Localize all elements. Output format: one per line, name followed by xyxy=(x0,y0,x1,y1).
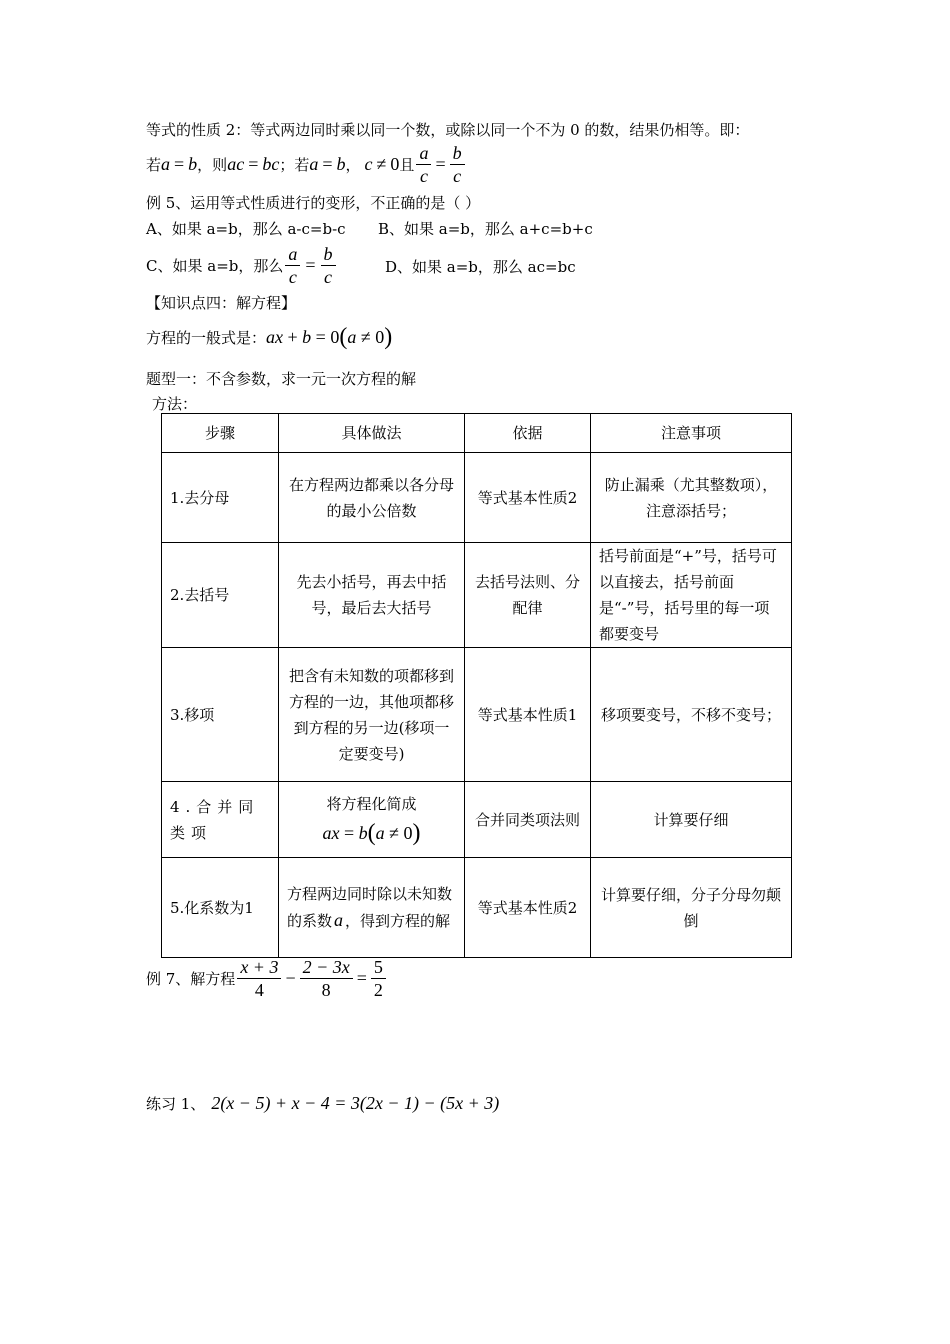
var-b: b xyxy=(358,822,368,843)
practice1 xyxy=(146,1088,499,1118)
table-row xyxy=(162,453,792,543)
fraction-a-over-c: $\frac{a}{c}$ xyxy=(285,245,300,286)
option-c-label: C、如果 a=b，那么 xyxy=(146,256,284,275)
row4-formula xyxy=(287,817,456,849)
var-b: b xyxy=(302,326,312,347)
row5-text: 方程两边同时除以未知数的系数 xyxy=(287,885,453,930)
table-row xyxy=(162,648,792,782)
var-a: a xyxy=(161,153,171,174)
header-step: 步骤 xyxy=(162,414,279,453)
table-header-row xyxy=(162,414,792,453)
var-a: a xyxy=(334,910,344,930)
cell-notes: 计算要仔细，分子分母勿颠倒 xyxy=(591,858,792,958)
practice1-equation: 2(x − 5) + x − 4 = 3(2x − 1) − (5x + 3) xyxy=(211,1092,500,1113)
cell-step: 2.去括号 xyxy=(162,543,279,648)
example5-option-a: A、如果 a=b，那么 a-c=b-c xyxy=(146,220,346,238)
fraction-b-over-c: $\frac{b}{c}$ xyxy=(450,144,465,185)
fraction-b-over-c: $\frac{b}{c}$ xyxy=(321,245,336,286)
var-ax: ax xyxy=(322,822,340,843)
cell-method: 把含有未知数的项都移到方程的一边，其他项都移到方程的另一边(移项一定要变号) xyxy=(279,648,465,782)
cell-notes: 移项要变号，不移不变号； xyxy=(591,648,792,782)
left-paren: ( xyxy=(339,323,348,350)
var-ac: ac xyxy=(227,153,245,174)
cell-notes: 括号前面是“+”号，括号可以直接去，括号前面是“-”号，括号里的每一项都要变号 xyxy=(591,543,792,648)
neq-zero: ≠ 0 xyxy=(356,326,385,347)
eq-sign: = xyxy=(356,967,367,988)
var-bc: bc xyxy=(262,153,280,174)
cell-step: 5.化系数为1 xyxy=(162,858,279,958)
table-row xyxy=(162,858,792,958)
cell-step: 1.去分母 xyxy=(162,453,279,543)
text-ruo2: ；若 xyxy=(279,155,310,174)
cell-step: 4.合并同类项 xyxy=(162,782,279,858)
left-paren: ( xyxy=(367,819,376,846)
fraction-a-over-c: $\frac{a}{c}$ xyxy=(416,144,431,185)
general-form-label: 方程的一般式是： xyxy=(146,328,267,347)
text-ze: ，则 xyxy=(197,155,228,174)
example7 xyxy=(146,954,388,1002)
property2-formula xyxy=(146,140,467,188)
property2-text: 等式的性质 2：等式两边同时乘以同一个数，或除以同一个不为 0 的数，结果仍相等。即： xyxy=(146,121,750,139)
example7-label: 例 7、解方程 xyxy=(146,969,236,988)
type1-heading: 题型一：不含参数，求一元一次方程的解 xyxy=(146,370,417,388)
eq-sign: = xyxy=(248,153,259,174)
var-c: c xyxy=(364,153,373,174)
plus-sign: + xyxy=(283,326,303,347)
general-form xyxy=(146,322,392,352)
cell-method xyxy=(279,858,465,958)
fraction-1: $\frac{x + 3}{4}$ xyxy=(237,958,281,999)
var-a: a xyxy=(309,153,319,174)
row4-text: 将方程化简成 xyxy=(326,794,417,813)
var-a: a xyxy=(375,822,385,843)
cell-basis: 合并同类项法则 xyxy=(465,782,591,858)
cell-method xyxy=(279,782,465,858)
steps-table xyxy=(161,413,792,958)
var-b: b xyxy=(188,153,198,174)
knowledge-point-4-heading: 【知识点四：解方程】 xyxy=(146,294,297,312)
eq-sign: = xyxy=(174,153,185,174)
eq-zero: = 0 xyxy=(311,326,340,347)
cell-basis: 去括号法则、分配律 xyxy=(465,543,591,648)
right-paren: ) xyxy=(384,323,393,350)
eq-sign: = xyxy=(322,153,333,174)
row5-tail: ，得到方程的解 xyxy=(345,912,451,930)
example5-option-d: D、如果 a=b，那么 ac=bc xyxy=(385,258,576,276)
example5-option-c xyxy=(146,242,338,288)
table-row xyxy=(162,543,792,648)
practice1-label: 练习 1、 xyxy=(146,1094,206,1113)
eq-sign: = xyxy=(339,822,359,843)
header-basis: 依据 xyxy=(465,414,591,453)
example5-question: 例 5、运用等式性质进行的变形，不正确的是（ ） xyxy=(146,194,481,212)
cell-basis: 等式基本性质2 xyxy=(465,453,591,543)
table-row xyxy=(162,782,792,858)
right-paren: ) xyxy=(412,819,421,846)
method-label: 方法： xyxy=(152,395,198,413)
neq-sign: ≠ xyxy=(376,153,387,174)
cell-method: 先去小括号，再去中括号，最后去大括号 xyxy=(279,543,465,648)
zero: 0 xyxy=(390,153,400,174)
var-ax: ax xyxy=(266,326,284,347)
eq-sign: = xyxy=(435,153,446,174)
text-ruo: 若 xyxy=(146,155,162,174)
cell-step: 3.移项 xyxy=(162,648,279,782)
cell-basis: 等式基本性质2 xyxy=(465,858,591,958)
fraction-2: $\frac{2 - 3x}{8}$ xyxy=(300,958,353,999)
neq-zero: ≠ 0 xyxy=(384,822,413,843)
header-method: 具体做法 xyxy=(279,414,465,453)
minus-sign: − xyxy=(285,967,296,988)
cell-notes: 计算要仔细 xyxy=(591,782,792,858)
header-notes: 注意事项 xyxy=(591,414,792,453)
text-qie: 且 xyxy=(399,155,415,174)
cell-notes: 防止漏乘（尤其整数项），注意添括号； xyxy=(591,453,792,543)
var-a: a xyxy=(347,326,357,347)
cell-method: 在方程两边都乘以各分母的最小公倍数 xyxy=(279,453,465,543)
example5-option-b: B、如果 a=b，那么 a+c=b+c xyxy=(378,220,593,238)
fraction-3: $\frac{5}{2}$ xyxy=(371,958,386,999)
cell-basis: 等式基本性质1 xyxy=(465,648,591,782)
var-b: b xyxy=(336,153,346,174)
eq-sign: = xyxy=(305,254,316,275)
comma: ， xyxy=(345,155,361,174)
